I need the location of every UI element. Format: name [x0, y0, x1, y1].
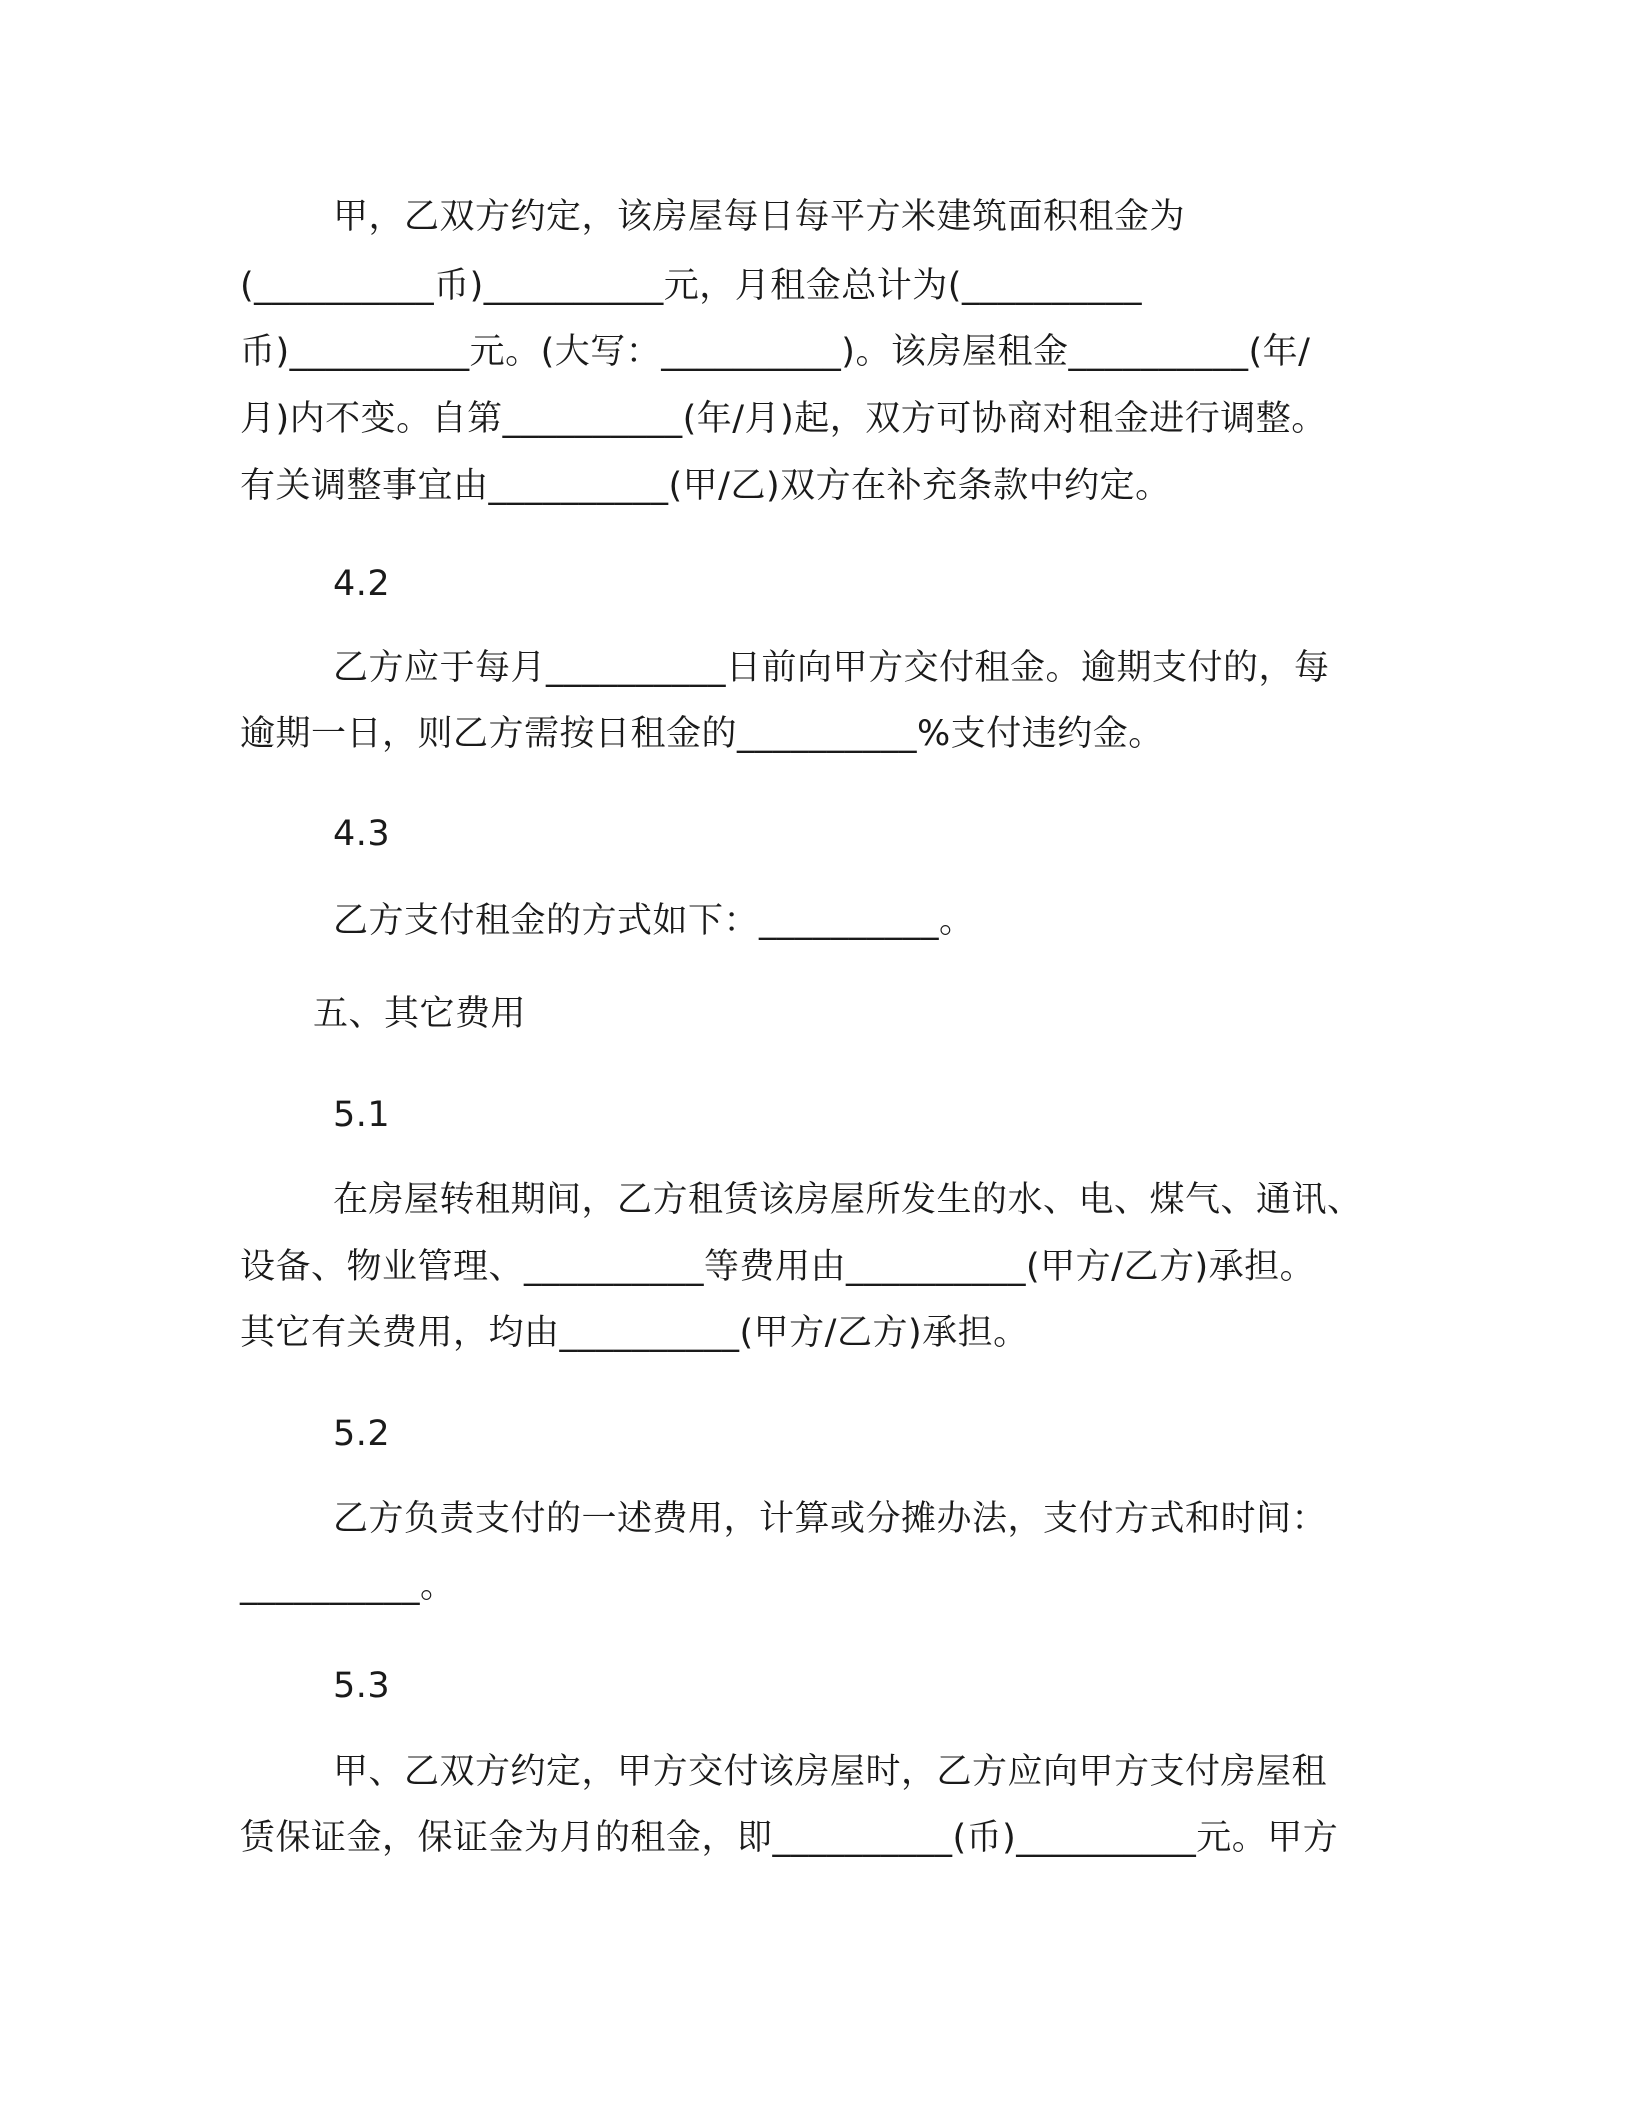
clause-number-4-3: 4.3: [333, 814, 391, 854]
clause-4-2-line-2: 逾期一日，则乙方需按日租金的__________%支付违约金。: [240, 714, 1164, 754]
section-heading-5: 五、其它费用: [313, 994, 527, 1034]
clause-number-5-3: 5.3: [333, 1666, 391, 1706]
clause-4-1-line-3: 币)__________元。(大写：__________)。该房屋租金__________(年/: [240, 332, 1311, 372]
clause-number-5-1: 5.1: [333, 1095, 391, 1135]
clause-5-1-line-3: 其它有关费用，均由__________(甲方/乙方)承担。: [240, 1313, 1029, 1353]
clause-number-5-2: 5.2: [333, 1414, 391, 1454]
clause-5-3-line-1: 甲、乙双方约定，甲方交付该房屋时，乙方应向甲方支付房屋租: [333, 1752, 1328, 1792]
clause-5-1-line-1: 在房屋转租期间，乙方租赁该房屋所发生的水、电、煤气、通讯、: [333, 1180, 1363, 1220]
clause-4-3-line-1: 乙方支付租金的方式如下：__________。: [333, 901, 975, 941]
clause-4-1-line-1: 甲，乙双方约定，该房屋每日每平方米建筑面积租金为: [333, 197, 1186, 237]
clause-5-2-line-2: __________。: [240, 1566, 456, 1606]
clause-4-1-line-5: 有关调整事宜由__________(甲/乙)双方在补充条款中约定。: [240, 466, 1171, 506]
clause-5-3-line-2: 赁保证金，保证金为月的租金，即__________(币)__________元。甲方: [240, 1818, 1339, 1858]
clause-number-4-2: 4.2: [333, 564, 391, 604]
clause-4-1-line-2: (__________币)__________元，月租金总计为(__________: [240, 266, 1142, 306]
clause-4-1-line-4: 月)内不变。自第__________(年/月)起，双方可协商对租金进行调整。: [240, 399, 1327, 439]
clause-5-1-line-2: 设备、物业管理、__________等费用由__________(甲方/乙方)承担。: [240, 1247, 1316, 1287]
clause-5-2-line-1: 乙方负责支付的一述费用，计算或分摊办法，支付方式和时间：: [333, 1499, 1328, 1539]
clause-4-2-line-1: 乙方应于每月__________日前向甲方交付租金。逾期支付的，每: [333, 648, 1330, 688]
